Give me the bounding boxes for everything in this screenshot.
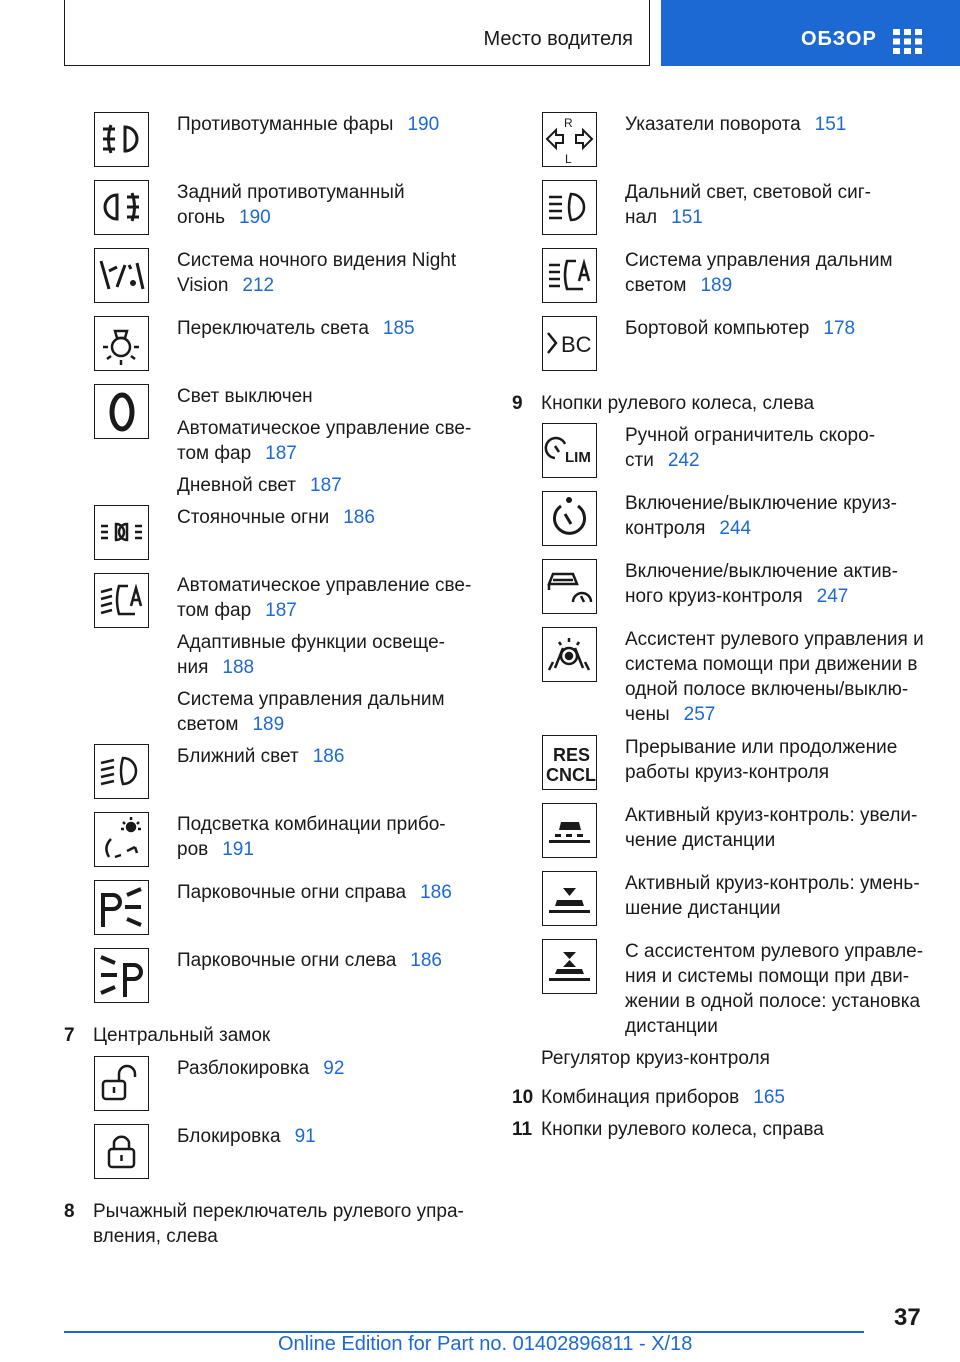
- page-ref-link[interactable]: 190: [407, 114, 440, 135]
- page-ref-link[interactable]: 186: [410, 950, 442, 971]
- page-ref-link[interactable]: 242: [667, 450, 700, 471]
- list-item: Указатели поворота 151: [625, 114, 847, 135]
- lock-icon: [94, 1124, 149, 1179]
- page-ref-link[interactable]: 187: [310, 475, 342, 496]
- list-item: Адаптивные функции освеще- ния 188: [177, 632, 445, 678]
- page-ref-link[interactable]: 247: [816, 586, 849, 607]
- page-number: 37: [894, 1304, 921, 1331]
- light-switch-icon: [94, 316, 149, 371]
- section-number: 8: [64, 1201, 75, 1222]
- steering-assistant-icon: [542, 627, 597, 682]
- list-item: Парковочные огни справа 186: [177, 882, 452, 903]
- list-item: Активный круиз-контроль: умень- шение дистанции: [625, 873, 920, 919]
- section-title: Центральный замок: [93, 1025, 271, 1046]
- front-fog-light-icon: [94, 112, 149, 167]
- distance-setting-icon: [542, 939, 597, 994]
- page-ref-link[interactable]: 212: [242, 275, 275, 296]
- cruise-control-icon: [542, 491, 597, 546]
- distance-decrease-icon: [542, 871, 597, 926]
- unlock-icon: [94, 1056, 149, 1111]
- list-item: Дневной свет 187: [177, 475, 342, 496]
- high-beam-icon: [542, 180, 597, 235]
- section-title: Рычажный переключатель рулевого упра- вления, слева: [93, 1201, 464, 1247]
- header-section-box: [64, 0, 650, 66]
- night-vision-icon: [94, 248, 149, 303]
- page-ref-link[interactable]: 165: [753, 1087, 785, 1108]
- list-item: Задний противотуманный огонь 190: [177, 182, 405, 228]
- cruise-regulator-label: Регулятор круиз-контроля: [541, 1048, 770, 1069]
- section-number: 11: [512, 1119, 533, 1140]
- page-ref-link[interactable]: 186: [312, 746, 345, 767]
- rear-fog-light-icon: [94, 180, 149, 235]
- section-number: 10: [512, 1087, 534, 1108]
- high-beam-assist-icon: [542, 248, 597, 303]
- page-ref-link[interactable]: 186: [420, 882, 452, 903]
- page-ref-link[interactable]: 189: [700, 275, 733, 296]
- list-item: Система ночного видения Night Vision 212: [177, 250, 457, 296]
- page-ref-link[interactable]: 190: [239, 207, 271, 228]
- list-item: С ассистентом рулевого управле- ния и системы помощи при дви- жении в одной полосе: установка дистанции: [625, 941, 924, 1037]
- page-ref-link[interactable]: 92: [323, 1058, 345, 1079]
- list-item: Активный круиз-контроль: увели- чение дистанции: [625, 805, 918, 851]
- svg-text:CNCL: CNCL: [546, 765, 596, 785]
- list-item: Ручной ограничитель скоро- сти 242: [625, 425, 876, 471]
- svg-text:LIM: LIM: [565, 449, 591, 466]
- light-off-zero-icon: [94, 384, 149, 439]
- svg-text:RES: RES: [553, 745, 591, 765]
- list-item: Стояночные огни 186: [177, 507, 375, 528]
- list-item: Разблокировка 92: [177, 1058, 345, 1079]
- section-number: 7: [64, 1025, 75, 1046]
- grid-menu-icon[interactable]: [893, 29, 923, 54]
- active-cruise-control-icon: [542, 559, 597, 614]
- parking-light-left-icon: [94, 948, 149, 1003]
- section-number: 9: [512, 393, 523, 414]
- list-item: Подсветка комбинации прибо- ров 191: [177, 814, 446, 860]
- page-ref-link[interactable]: 187: [265, 443, 297, 464]
- res-cncl-icon: [542, 735, 597, 790]
- header-chapter-title: ОБЗОР: [801, 28, 877, 50]
- parking-lights-icon: [94, 505, 149, 560]
- distance-increase-icon: [542, 803, 597, 858]
- page-ref-link[interactable]: 186: [343, 507, 375, 528]
- auto-headlight-icon: [94, 573, 149, 628]
- svg-text:L: L: [565, 152, 572, 166]
- svg-text:R: R: [564, 116, 573, 130]
- list-item: Дальний свет, световой сиг- нал 151: [625, 182, 871, 228]
- turn-signal-icon: [542, 112, 597, 167]
- page-ref-link[interactable]: 151: [671, 207, 703, 228]
- page-ref-link[interactable]: 91: [294, 1126, 316, 1147]
- list-item: Система управления дальним светом 189: [625, 250, 893, 296]
- list-item: Парковочные огни слева 186: [177, 950, 442, 971]
- header-section-title: Место водителя: [483, 28, 633, 50]
- list-item: Переключатель света 185: [177, 318, 415, 339]
- list-item: Свет выключен: [177, 386, 313, 407]
- page-ref-link[interactable]: 185: [382, 318, 415, 339]
- page-ref-link[interactable]: 188: [222, 657, 255, 678]
- parking-light-right-icon: [94, 880, 149, 935]
- svg-text:BC: BC: [561, 332, 592, 357]
- list-item: Бортовой компьютер 178: [625, 318, 856, 339]
- page-ref-link[interactable]: 151: [814, 114, 847, 135]
- instrument-lighting-icon: [94, 812, 149, 867]
- on-board-computer-icon: [542, 316, 597, 371]
- list-item: Автоматическое управление све- том фар 187: [177, 575, 472, 621]
- page-ref-link[interactable]: 189: [252, 714, 285, 735]
- footer-edition: Online Edition for Part no. 01402896811 - X/18: [278, 1333, 693, 1355]
- page-ref-link[interactable]: 257: [683, 704, 716, 725]
- low-beam-icon: [94, 744, 149, 799]
- page-ref-link[interactable]: 244: [719, 518, 752, 539]
- list-item: Ассистент рулевого управления и система помощи при движении в одной полосе включены/выклю- чены 257: [625, 629, 924, 725]
- list-item: Прерывание или продолжение работы круиз-контроля: [625, 737, 898, 783]
- list-item: Включение/выключение круиз- контроля 244: [625, 493, 897, 539]
- page-ref-link[interactable]: 187: [265, 600, 297, 621]
- page-ref-link[interactable]: 178: [823, 318, 856, 339]
- section-title: Кнопки рулевого колеса, справа: [541, 1119, 824, 1140]
- list-item: Ближний свет 186: [177, 746, 345, 767]
- section-title: Кнопки рулевого колеса, слева: [541, 393, 815, 414]
- list-item: Автоматическое управление све- том фар 187: [177, 418, 472, 464]
- speed-limiter-icon: [542, 423, 597, 478]
- section-title: Комбинация приборов 165: [541, 1087, 785, 1108]
- list-item: Противотуманные фары 190: [177, 114, 440, 135]
- page-ref-link[interactable]: 191: [222, 839, 254, 860]
- list-item: Блокировка 91: [177, 1126, 316, 1147]
- list-item: Включение/выключение актив- ного круиз-контроля 247: [625, 561, 898, 607]
- list-item: Система управления дальним светом 189: [177, 689, 445, 735]
